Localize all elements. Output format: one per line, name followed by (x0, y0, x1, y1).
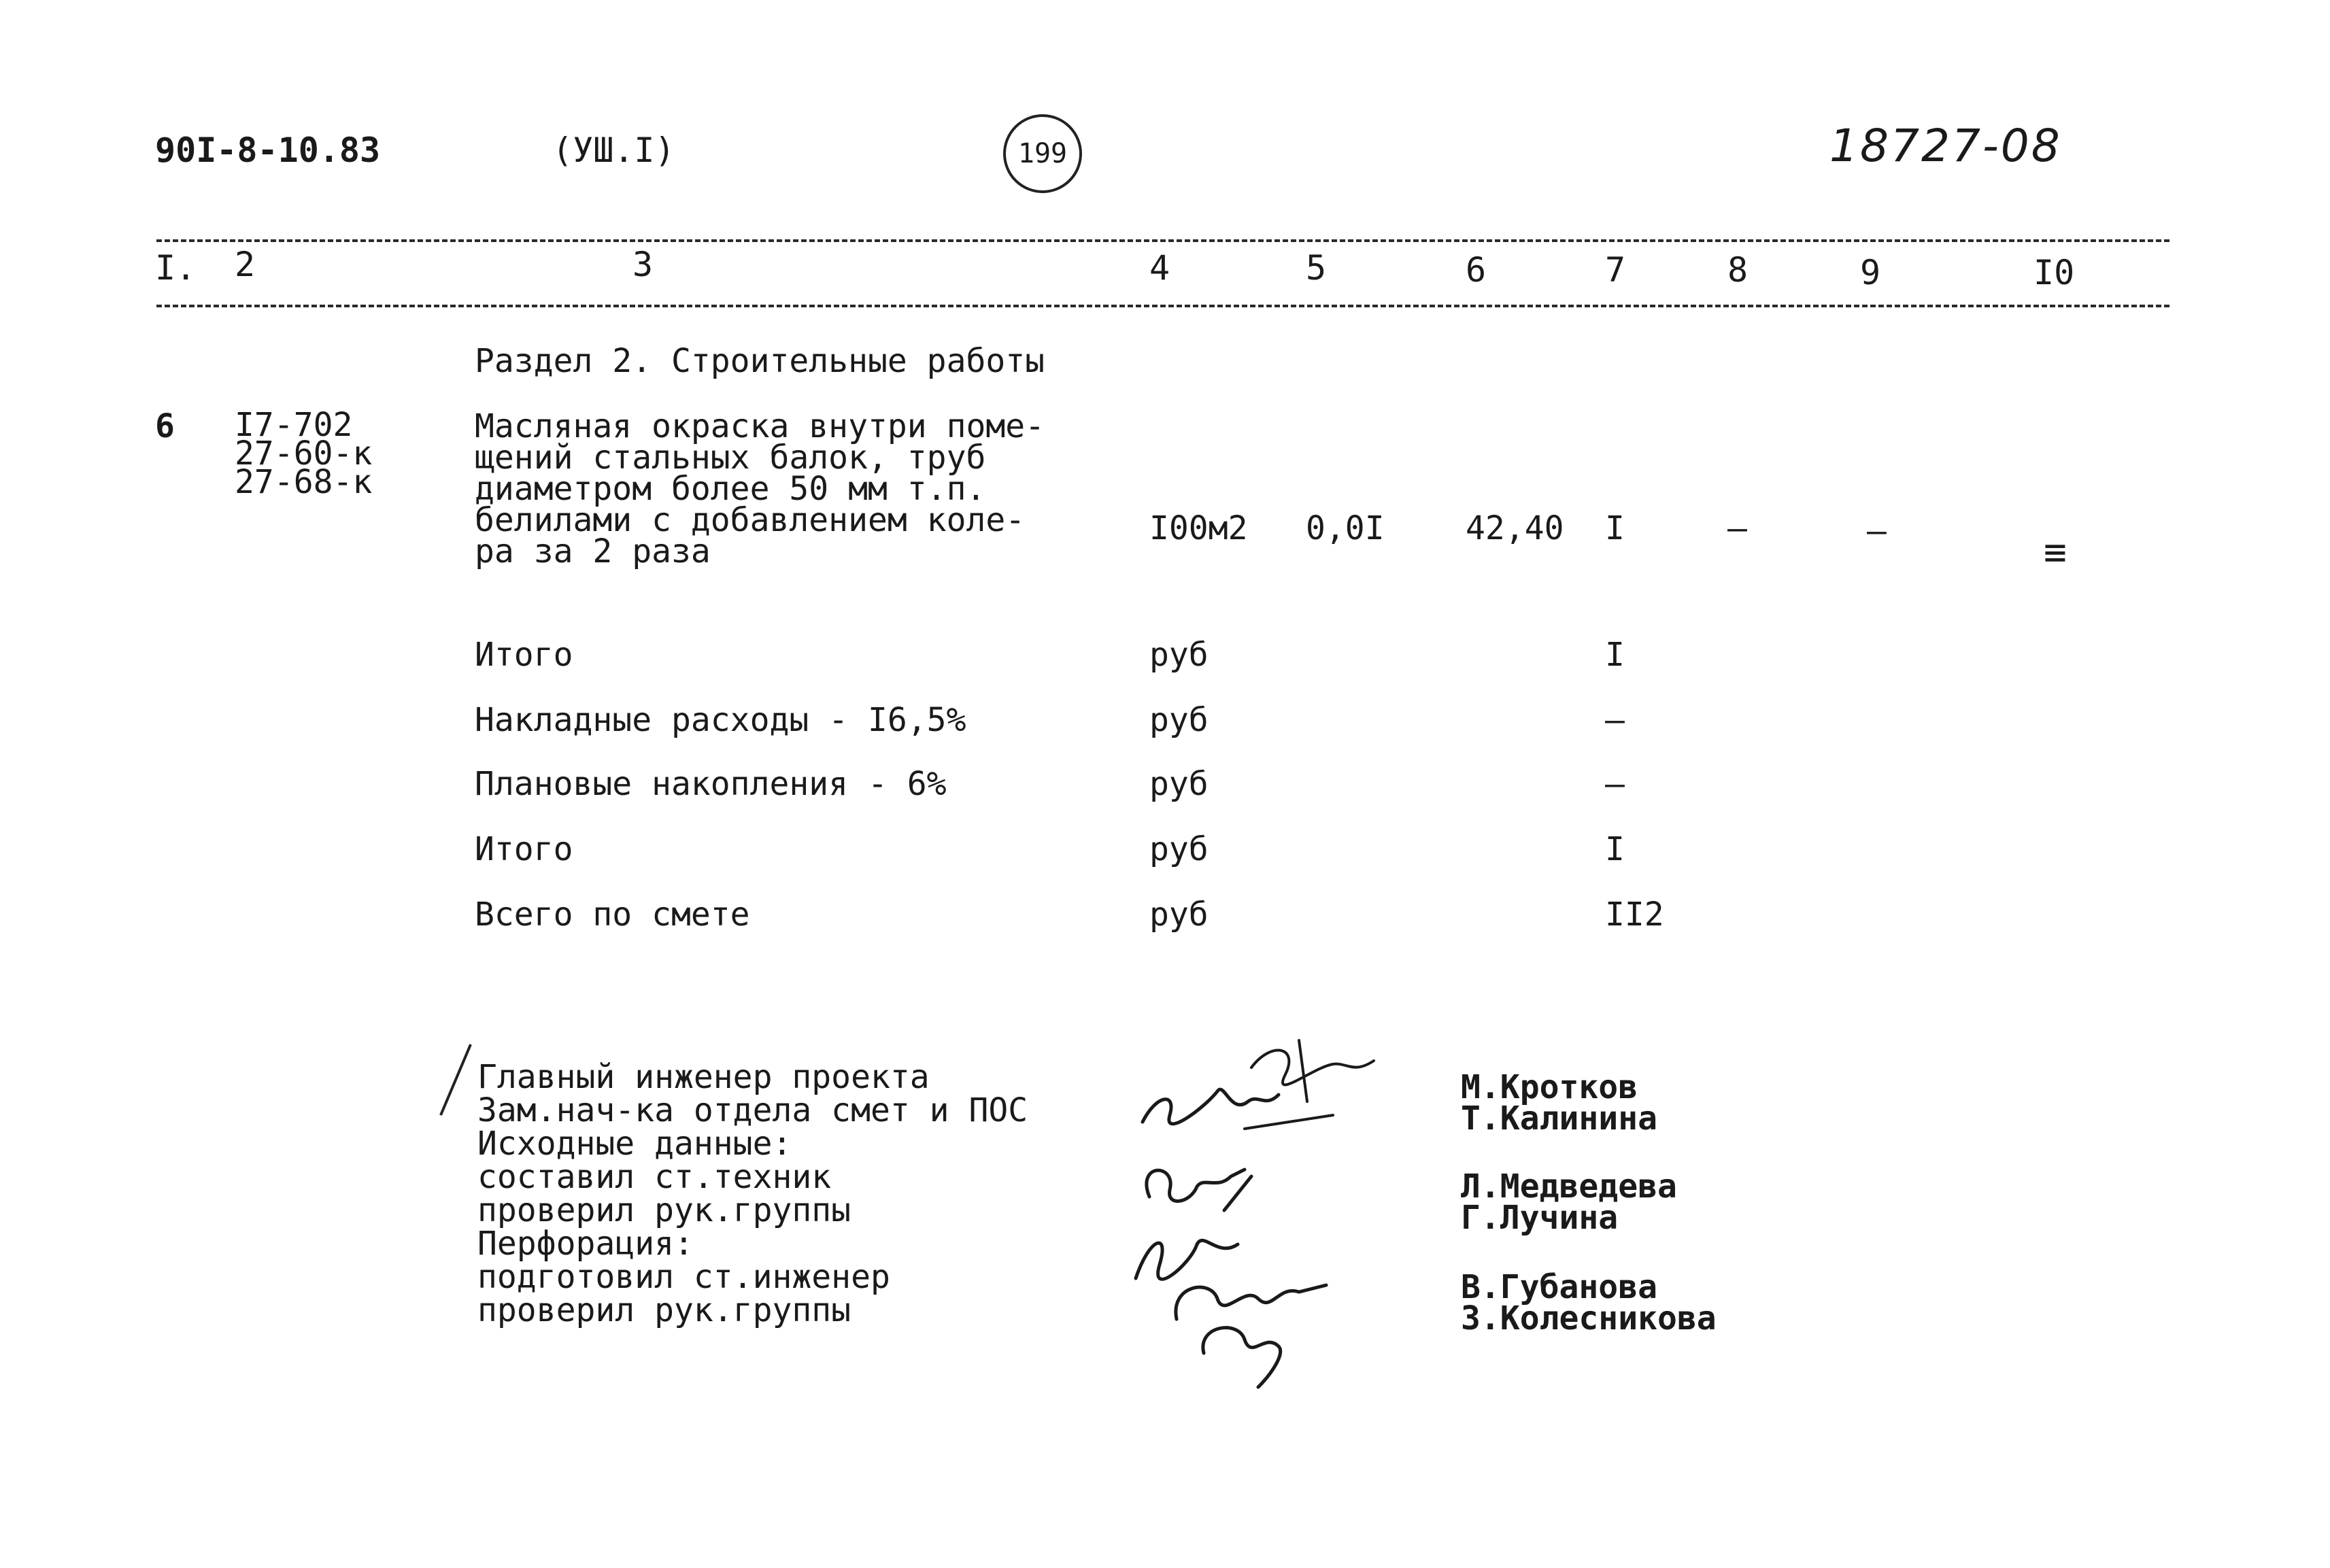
role-line: Зам.нач-ка отдела смет и ПОС (477, 1091, 1028, 1129)
item-price: 42,40 (1466, 509, 1564, 547)
signature-group-2 (1122, 1149, 1340, 1394)
description-line: белилами с добавлением коле- (475, 501, 1026, 539)
summary-unit: руб (1149, 765, 1209, 803)
summary-row (475, 765, 2107, 803)
role-line: Перфорация: (477, 1225, 694, 1263)
signoff-names-group-3 (1461, 1268, 1717, 1337)
description-line: ра за 2 раза (475, 532, 711, 570)
column-8-header: 8 (1727, 250, 1749, 290)
description-line: щений стальных балок, труб (475, 439, 986, 477)
item-description (475, 407, 1045, 570)
item-code: I7-702 (235, 406, 353, 444)
page-number: 199 (1017, 138, 1068, 169)
signature-group-1 (1129, 1027, 1387, 1142)
header-bottom-rule (156, 305, 2169, 307)
item-number: 6 (155, 407, 175, 445)
item-quantity: 0,0I (1306, 509, 1385, 547)
signer-name: М.Кротков (1461, 1068, 1638, 1106)
summary-row (475, 896, 2107, 934)
item-total: I (1605, 509, 1625, 547)
summary-label: Итого (475, 636, 573, 674)
column-6-header: 6 (1466, 250, 1487, 290)
summary-unit: руб (1149, 896, 1209, 934)
summary-row (475, 701, 2107, 739)
summary-row (475, 830, 2107, 868)
summary-unit: руб (1149, 830, 1209, 868)
column-1-header: I. (155, 248, 197, 288)
item-code: 27-60-к (235, 434, 373, 473)
item-col10: ≡ (2044, 530, 2067, 575)
role-line: Исходные данные: (477, 1125, 792, 1163)
header-top-rule (156, 239, 2169, 242)
summary-row (475, 636, 2107, 674)
summary-value: – (1605, 701, 1625, 739)
item-unit: I00м2 (1149, 509, 1248, 547)
role-line: Главный инженер проекта (477, 1058, 930, 1096)
signer-name: В.Губанова (1461, 1268, 1657, 1306)
role-line: составил ст.техник (477, 1158, 832, 1196)
item-codes (235, 406, 373, 501)
document-number: 18727-08 (1829, 120, 2062, 172)
column-5-header: 5 (1306, 248, 1327, 288)
margin-slash-mark (435, 1040, 476, 1122)
column-9-header: 9 (1860, 253, 1881, 292)
signer-name: З.Колесникова (1461, 1299, 1717, 1337)
column-4-header: 4 (1149, 248, 1170, 288)
summary-value: II2 (1605, 896, 1664, 934)
signer-name: Г.Лучина (1461, 1199, 1619, 1237)
signer-name: Т.Калинина (1461, 1100, 1657, 1138)
column-7-header: 7 (1605, 250, 1626, 290)
signoff-names-group-2 (1461, 1168, 1677, 1237)
item-code: 27-68-к (235, 463, 373, 501)
column-3-header: 3 (632, 245, 654, 284)
section-title: Раздел 2. Строительные работы (475, 342, 1045, 380)
item-col9: – (1867, 512, 1887, 550)
signer-name: Л.Медведева (1461, 1168, 1677, 1206)
summary-unit: руб (1149, 636, 1209, 674)
column-10-header: I0 (2033, 253, 2075, 292)
signoff-roles (477, 1058, 1028, 1329)
document-code: 90I-8-10.83 (155, 131, 381, 170)
item-col8: – (1727, 509, 1747, 547)
section-reference: (УШ.I) (552, 131, 675, 170)
role-line: подготовил ст.инженер (477, 1258, 890, 1296)
summary-label: Накладные расходы - I6,5% (475, 701, 966, 739)
summary-label: Плановые накопления - 6% (475, 765, 947, 803)
summary-value: – (1605, 765, 1625, 803)
summary-value: I (1605, 830, 1625, 868)
description-line: диаметром более 50 мм т.п. (475, 470, 986, 508)
column-2-header: 2 (235, 245, 256, 284)
role-line: проверил рук.группы (477, 1291, 851, 1329)
summary-label: Итого (475, 830, 573, 868)
signoff-names-group-1 (1461, 1068, 1657, 1138)
summary-value: I (1605, 636, 1625, 674)
summary-unit: руб (1149, 701, 1209, 739)
page-number-stamp (1003, 114, 1082, 193)
role-line: проверил рук.группы (477, 1191, 851, 1229)
description-line: Масляная окраска внутри поме- (475, 407, 1045, 445)
summary-label: Всего по смете (475, 896, 750, 934)
